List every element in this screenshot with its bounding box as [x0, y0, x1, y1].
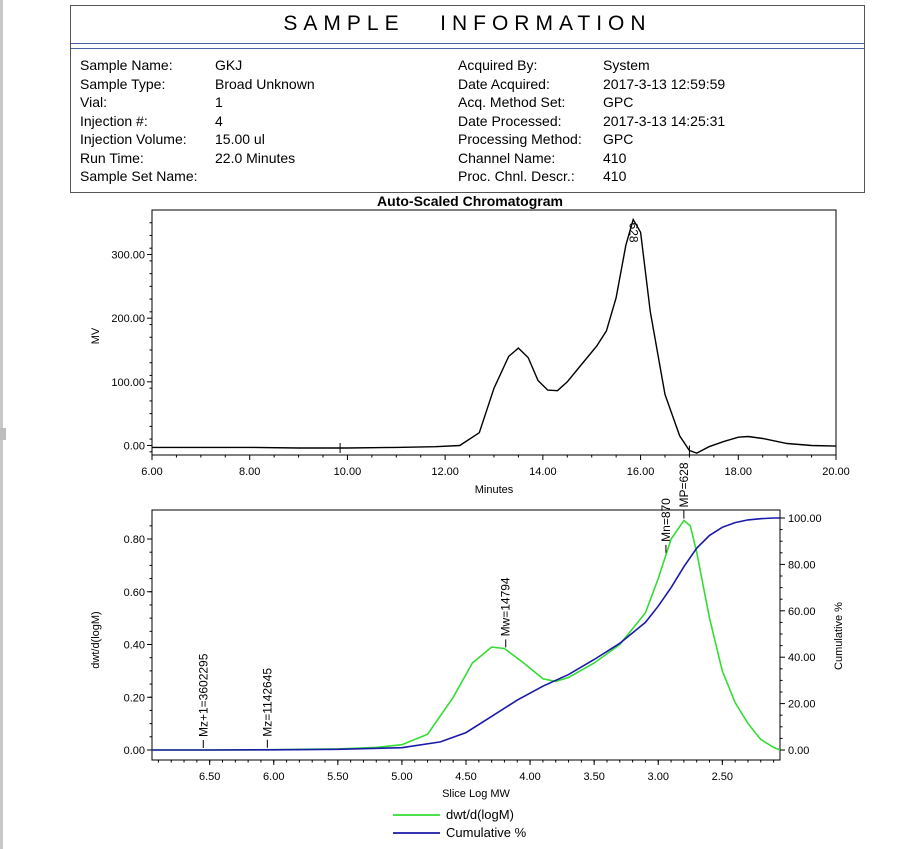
x-tick-label: 5.50 — [327, 771, 349, 783]
y2-tick-label: 60.00 — [788, 605, 816, 618]
sample-information-title: SAMPLE INFORMATION — [283, 12, 652, 35]
x-tick-label: 3.00 — [647, 771, 669, 783]
right-field-value-4: GPC — [603, 131, 634, 147]
left-field-label-2: Vial: — [80, 94, 107, 110]
left-field-value-2: 1 — [215, 94, 223, 110]
x-tick-label: 10.00 — [333, 466, 362, 478]
right-field-label-3: Date Processed: — [458, 112, 562, 129]
right-field-label-4: Processing Method: — [458, 131, 582, 147]
annotation-label: Mw=14794 — [498, 577, 513, 637]
left-field-value-0: GKJ — [215, 57, 243, 73]
y-tick-label: 200.00 — [111, 313, 145, 326]
left-field-label-4: Injection Volume: — [80, 131, 187, 147]
left-field-label-1: Sample Type: — [80, 75, 166, 92]
x-tick-label: 6.00 — [263, 771, 285, 783]
x-tick-label: 20.00 — [822, 466, 850, 478]
y-axis-label: dwt/d(logM) — [90, 611, 102, 669]
y-tick-label: 0.00 — [123, 745, 145, 757]
x-tick-label: 16.00 — [626, 466, 655, 478]
annotation-label: Mz+1=3602295 — [196, 653, 211, 737]
annotation-label: Mn=870 — [658, 498, 673, 542]
x-tick-label: 8.00 — [239, 466, 261, 478]
y-tick-label: 0.60 — [123, 586, 145, 599]
left-field-value-5: 22.0 Minutes — [215, 149, 296, 166]
annotation-label: Mz=1142645 — [260, 667, 275, 737]
y2-tick-label: 20.00 — [788, 698, 816, 711]
x-axis-label: Minutes — [474, 484, 514, 496]
right-field-value-3: 2017-3-13 14:25:31 — [603, 112, 726, 129]
left-field-value-3: 4 — [215, 112, 223, 129]
left-field-label-0: Sample Name: — [80, 57, 173, 73]
plot-frame — [152, 510, 780, 760]
right-field-value-2: GPC — [603, 94, 634, 110]
right-field-value-6: 410 — [603, 168, 627, 184]
x-tick-label: 4.00 — [519, 771, 541, 783]
left-field-label-3: Injection #: — [80, 112, 148, 129]
y2-axis-label: Cumulative % — [833, 602, 845, 670]
right-field-value-1: 2017-3-13 12:59:59 — [603, 75, 726, 92]
chart-title: Auto-Scaled Chromatogram — [377, 193, 563, 209]
x-tick-label: 5.00 — [391, 771, 413, 783]
y-tick-label: 100.00 — [111, 376, 145, 389]
x-tick-label: 18.00 — [724, 466, 753, 478]
y2-tick-label: 80.00 — [788, 559, 816, 572]
left-field-label-5: Run Time: — [80, 149, 144, 166]
y2-tick-label: 0.00 — [788, 745, 810, 757]
dwt-dlogm-trace — [152, 521, 780, 751]
y-tick-label: 0.80 — [123, 534, 145, 546]
x-tick-label: 14.00 — [529, 466, 557, 478]
right-field-value-5: 410 — [603, 149, 627, 166]
right-field-label-5: Channel Name: — [458, 149, 556, 166]
right-field-label-2: Acq. Method Set: — [458, 94, 566, 110]
y-tick-label: 300.00 — [111, 249, 145, 262]
y2-tick-label: 40.00 — [788, 652, 816, 665]
y2-tick-label: 100.00 — [788, 513, 822, 525]
x-tick-label: 12.00 — [431, 466, 459, 478]
peak-label: 628 — [626, 222, 641, 243]
y-axis-label: MV — [90, 327, 102, 345]
left-field-value-1: Broad Unknown — [215, 75, 315, 92]
y-tick-label: 0.40 — [123, 639, 145, 652]
x-tick-label: 6.50 — [198, 771, 221, 783]
legend-label-dwt: dwt/d(logM) — [446, 807, 514, 822]
cumulative-trace — [152, 518, 780, 750]
y-tick-label: 0.20 — [123, 692, 145, 705]
right-field-label-0: Acquired By: — [458, 57, 538, 73]
left-field-label-6: Sample Set Name: — [80, 168, 198, 184]
legend-label-cumulative: Cumulative % — [446, 825, 527, 840]
x-tick-label: 2.50 — [711, 771, 734, 783]
left-field-value-4: 15.00 ul — [215, 131, 265, 147]
x-tick-label: 6.00 — [141, 466, 163, 478]
y-tick-label: 0.00 — [123, 440, 145, 453]
x-axis-label: Slice Log MW — [442, 788, 510, 800]
right-field-label-6: Proc. Chnl. Descr.: — [458, 168, 575, 184]
x-tick-label: 3.50 — [583, 771, 605, 783]
right-field-label-1: Date Acquired: — [458, 75, 550, 92]
right-field-value-0: System — [603, 57, 650, 73]
x-tick-label: 4.50 — [455, 771, 477, 783]
annotation-label: MP=628 — [676, 462, 691, 508]
